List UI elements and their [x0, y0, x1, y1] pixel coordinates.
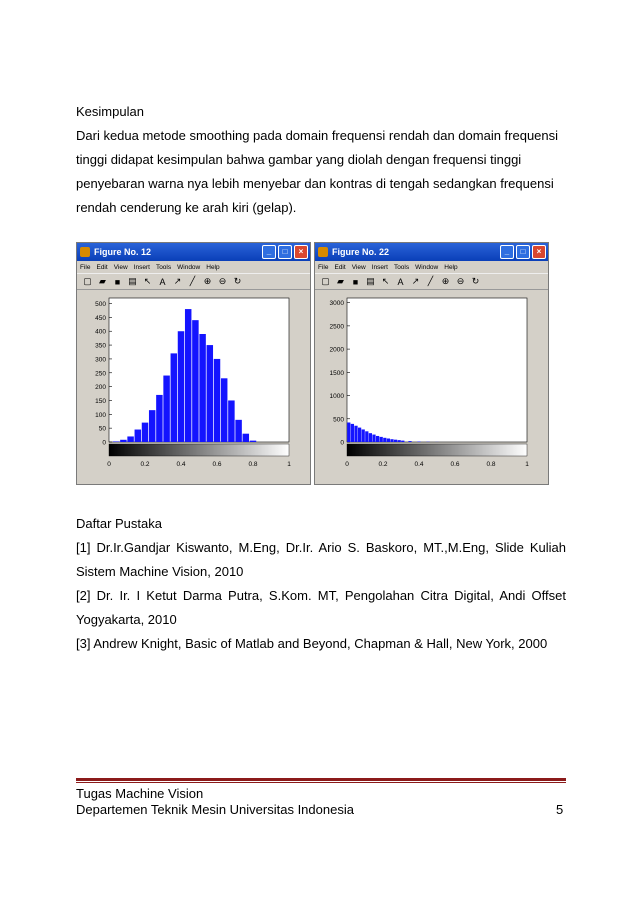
histogram-bar [135, 430, 141, 442]
pointer-icon[interactable]: ↖ [143, 276, 152, 286]
y-tick-label: 500 [95, 301, 106, 309]
new-file-icon[interactable]: ▢ [83, 276, 92, 286]
x-tick-label: 1 [287, 461, 291, 468]
histogram-bar [142, 423, 148, 442]
x-tick-label: 0.6 [450, 461, 460, 468]
grayscale-colorbar [109, 444, 289, 456]
histogram-bar [365, 431, 368, 442]
conclusion-line-4: rendah cenderung ke arah kiri (gelap). [76, 200, 297, 215]
menu-tools[interactable]: Tools [393, 263, 410, 271]
histogram-bar [178, 331, 184, 442]
close-icon[interactable]: × [294, 245, 308, 259]
conclusion-line-1: Dari kedua metode smoothing pada domain frequensi rendah dan domain frequensi [76, 128, 559, 143]
y-tick-label: 0 [102, 439, 106, 447]
y-tick-label: 500 [333, 416, 344, 424]
histogram-bar [347, 422, 350, 442]
menu-window[interactable]: Window [415, 263, 439, 271]
histogram-bar [401, 441, 404, 442]
plot-frame [109, 298, 289, 442]
minimize-icon[interactable]: _ [500, 245, 514, 259]
reference-1: [1] Dr.Ir.Gandjar Kiswanto, M.Eng, Dr.Ir. Ario S. Baskoro, MT.,M.Eng, Slide Kuliah Sistem Machine Vision, 2010 [76, 540, 566, 579]
reference-3: [3] Andrew Knight, Basic of Matlab and Beyond, Chapman & Hall, New York, 2000 [76, 636, 548, 651]
plot-frame [347, 298, 527, 442]
histogram-bar [192, 320, 198, 442]
histogram-bar [207, 345, 213, 442]
footer-course: Tugas Machine Vision [76, 786, 204, 801]
x-tick-label: 0.8 [486, 461, 496, 468]
figure-window-1 [76, 242, 311, 485]
matlab-icon [80, 247, 90, 257]
histogram-bar [398, 440, 401, 442]
text-icon[interactable]: A [397, 276, 404, 287]
rotate-icon[interactable]: ↻ [233, 276, 242, 286]
line-icon[interactable]: ╱ [427, 276, 434, 286]
save-icon[interactable]: ■ [352, 276, 359, 287]
matlab-icon [318, 247, 328, 257]
arrow-icon[interactable]: ↗ [173, 276, 182, 286]
histogram-bar [120, 440, 126, 442]
x-tick-label: 0.2 [378, 461, 388, 468]
y-tick-label: 250 [95, 370, 106, 378]
zoom-out-icon[interactable]: ⊖ [456, 276, 465, 286]
histogram-bar [149, 410, 155, 442]
close-icon[interactable]: × [532, 245, 546, 259]
conclusion-line-2: tinggi didapat kesimpulan bahwa gambar yang diolah dengan frequensi tinggi [76, 152, 522, 167]
figure-2-titlebar[interactable] [315, 243, 548, 261]
menu-help[interactable]: Help [206, 263, 220, 271]
histogram-bar [358, 428, 361, 442]
histogram-bar [127, 436, 133, 442]
zoom-in-icon[interactable]: ⊕ [441, 276, 450, 286]
menu-window[interactable]: Window [177, 263, 201, 271]
histogram-bar [383, 438, 386, 442]
menu-edit[interactable]: Edit [96, 263, 108, 271]
histogram-bar [199, 334, 205, 442]
menu-insert[interactable]: Insert [371, 263, 388, 271]
histogram-bar [243, 434, 249, 442]
histogram-plot-1 [77, 290, 310, 484]
histogram-bar [351, 424, 354, 442]
y-tick-label: 100 [95, 411, 106, 419]
histogram-bar [221, 378, 227, 442]
histogram-bar [369, 433, 372, 442]
y-tick-label: 1500 [329, 369, 344, 377]
open-folder-icon[interactable]: ▰ [99, 276, 106, 286]
histogram-bar [394, 440, 397, 442]
x-tick-label: 0 [107, 461, 111, 468]
histogram-plot-2 [315, 290, 548, 484]
zoom-in-icon[interactable]: ⊕ [203, 276, 212, 286]
print-icon[interactable]: ▤ [128, 276, 137, 286]
y-tick-label: 50 [98, 425, 106, 433]
histogram-bar [156, 395, 162, 442]
text-icon[interactable]: A [159, 276, 166, 287]
x-tick-label: 0.4 [414, 461, 424, 468]
x-tick-label: 0 [345, 461, 349, 468]
footer-rule-thin [76, 782, 566, 783]
histogram-bar [214, 359, 220, 442]
page-number: 5 [556, 802, 564, 817]
figure-2-title: Figure No. 22 [332, 247, 390, 257]
histogram-bar [376, 436, 379, 442]
histogram-bar [163, 376, 169, 442]
histogram-bar [228, 400, 234, 442]
y-tick-label: 2500 [329, 323, 344, 331]
y-tick-label: 150 [95, 397, 106, 405]
footer-department: Departemen Teknik Mesin Universitas Indonesia [76, 802, 354, 817]
histogram-bar [380, 437, 383, 442]
arrow-icon[interactable]: ↗ [411, 276, 420, 286]
reference-2: [2] Dr. Ir. I Ketut Darma Putra, S.Kom. MT, Pengolahan Citra Digital, Andi Offset Yogyakarta, 2010 [76, 588, 566, 627]
histogram-bar [354, 426, 357, 442]
conclusion-heading: Kesimpulan [76, 104, 144, 119]
figure-1-menubar [77, 261, 310, 273]
x-tick-label: 0.4 [176, 461, 186, 468]
histogram-bar [362, 429, 365, 442]
y-tick-label: 350 [95, 342, 106, 350]
maximize-icon[interactable]: □ [516, 245, 530, 259]
new-file-icon[interactable]: ▢ [321, 276, 330, 286]
open-folder-icon[interactable]: ▰ [337, 276, 344, 286]
x-tick-label: 0.8 [248, 461, 258, 468]
y-tick-label: 400 [95, 328, 106, 336]
figure-1-titlebar[interactable] [77, 243, 310, 261]
histogram-bar [113, 441, 119, 442]
menu-help[interactable]: Help [444, 263, 458, 271]
y-tick-label: 300 [95, 356, 106, 364]
y-tick-label: 450 [95, 314, 106, 322]
y-tick-label: 0 [340, 439, 344, 447]
y-tick-label: 1000 [329, 393, 344, 401]
print-icon[interactable]: ▤ [366, 276, 375, 286]
menu-file[interactable]: File [80, 263, 91, 271]
histogram-bar [408, 441, 411, 442]
references-heading: Daftar Pustaka [76, 516, 162, 531]
minimize-icon[interactable]: _ [262, 245, 276, 259]
figure-2-menubar [315, 261, 548, 273]
grayscale-colorbar [347, 444, 527, 456]
save-icon[interactable]: ■ [114, 276, 121, 287]
menu-view[interactable]: View [113, 263, 128, 271]
rotate-icon[interactable]: ↻ [471, 276, 480, 286]
x-tick-label: 1 [525, 461, 529, 468]
histogram-bar [387, 439, 390, 442]
conclusion-line-3: penyebaran warna nya lebih menyebar dan kontras di tengah sedangkan frequensi [76, 176, 554, 191]
figure-2-toolbar [315, 273, 548, 290]
y-tick-label: 2000 [329, 346, 344, 354]
footer-rule [76, 778, 566, 781]
menu-view[interactable]: View [351, 263, 366, 271]
histogram-bar [185, 309, 191, 442]
menu-tools[interactable]: Tools [155, 263, 172, 271]
line-icon[interactable]: ╱ [189, 276, 196, 286]
x-tick-label: 0.2 [140, 461, 150, 468]
figure-1-toolbar [77, 273, 310, 290]
y-tick-label: 3000 [329, 300, 344, 308]
histogram-bar [235, 420, 241, 442]
zoom-out-icon[interactable]: ⊖ [218, 276, 227, 286]
pointer-icon[interactable]: ↖ [381, 276, 390, 286]
figure-1-title: Figure No. 12 [94, 247, 152, 257]
histogram-bar [372, 435, 375, 442]
menu-edit[interactable]: Edit [334, 263, 346, 271]
menu-insert[interactable]: Insert [133, 263, 150, 271]
histogram-bar [250, 441, 256, 442]
maximize-icon[interactable]: □ [278, 245, 292, 259]
figure-window-2 [314, 242, 549, 485]
histogram-bar [171, 353, 177, 442]
y-tick-label: 200 [95, 384, 106, 392]
x-tick-label: 0.6 [212, 461, 222, 468]
menu-file[interactable]: File [318, 263, 329, 271]
histogram-bar [390, 439, 393, 442]
